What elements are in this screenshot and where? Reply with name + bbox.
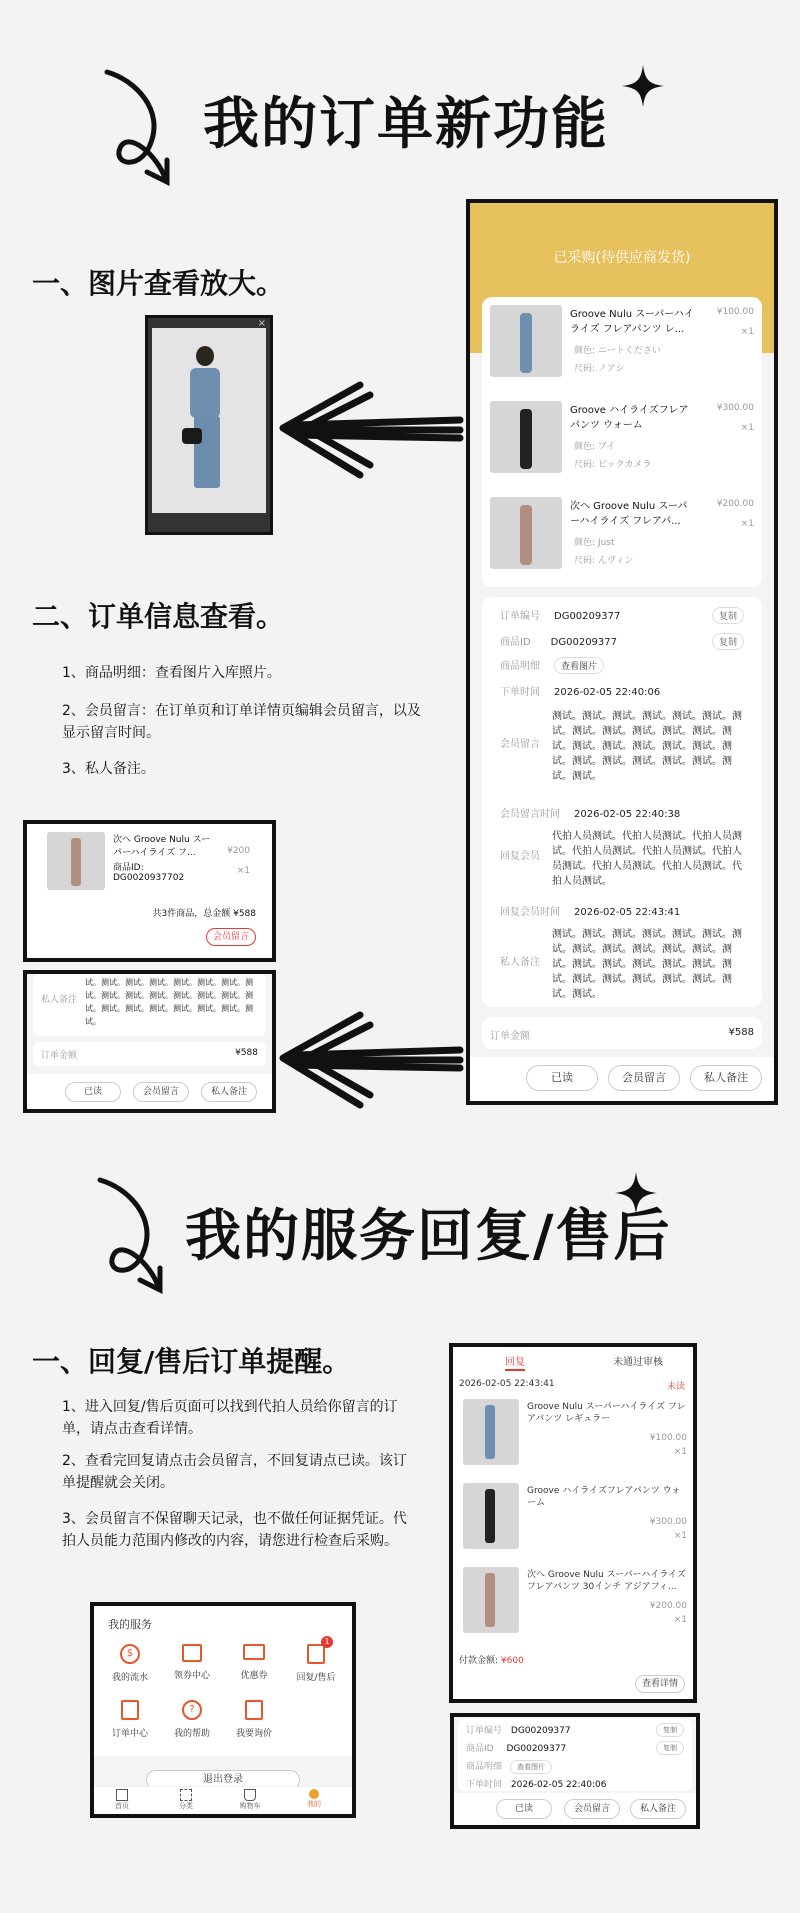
service-label: 我的流水 (111, 1673, 148, 1683)
private-note-button[interactable]: 私人备注 (630, 1799, 686, 1819)
close-icon[interactable]: × (257, 318, 266, 329)
item-id: DG00209377 (550, 637, 618, 648)
product-name: Groove ハイライズフレアパンツ ウォーム (527, 1486, 681, 1508)
reply-note-2: 2、查看完回复请点击会员留言，不回复请点已读。该订单提醒就会关闭。 (62, 1453, 407, 1491)
product-qty: ×1 (740, 519, 754, 529)
service-label: 优惠券 (240, 1671, 268, 1681)
product-name: Groove Nulu スーパーハイライズ フレアパンツ レ... (570, 309, 694, 335)
product-qty: ×1 (740, 327, 754, 337)
copy-button[interactable]: 复制 (712, 633, 744, 650)
private-note: 测试。测试。测试。测试。测试。测试。测试。测试。测试。测试。测试。测试。测试。测试。测试。测试。测试。测试。测试。测试。测试。测试。测试。测试。测试。测试。 (552, 929, 742, 1000)
product-color: 颜色: ブイ (574, 442, 616, 452)
product-id: DG0020937702 (113, 873, 185, 883)
curly-arrow-icon (88, 1168, 178, 1298)
reply-time: 2026-02-05 22:43:41 (459, 1379, 555, 1389)
reply-detail-snippet (450, 1713, 700, 1829)
order-icon (121, 1700, 139, 1720)
service-item[interactable] (224, 1700, 284, 1739)
product-item[interactable] (490, 497, 754, 577)
sparkle-icon (622, 65, 664, 107)
unread-status: 未读 (666, 1382, 685, 1392)
action-bar (470, 1057, 774, 1101)
badge: 1 (321, 1636, 333, 1648)
tab-reply[interactable]: 回复 (505, 1357, 525, 1368)
view-image-button[interactable]: 查看图片 (510, 1760, 552, 1774)
feature-note-1: 1、商品明细：查看图片入库照片。 (62, 665, 281, 681)
product-color: 颜色: Just (574, 538, 615, 548)
product-thumbnail[interactable] (490, 305, 562, 377)
service-label: 回复/售后 (296, 1673, 336, 1683)
reply-item[interactable] (463, 1567, 689, 1645)
section-title: 我的服务回复/售后 (185, 1204, 672, 1269)
order-no-label: 订单编号 (500, 611, 540, 622)
reply-note-1: 1、进入回复/售后页面可以找到代拍人员给你留言的订单，请点击查看详情。 (62, 1399, 398, 1437)
nav-cart[interactable]: 购物车 (230, 1789, 270, 1811)
product-size: 尺码: ノアシ (574, 364, 625, 374)
product-thumbnail[interactable] (463, 1567, 519, 1633)
product-price: ¥200.00 (649, 1601, 687, 1611)
view-image-button[interactable]: 查看图片 (554, 657, 604, 674)
feature-1-heading: 一、图片查看放大。 (32, 267, 285, 300)
service-item[interactable] (100, 1644, 160, 1683)
order-no: DG00209377 (510, 1726, 571, 1736)
service-item[interactable] (100, 1700, 160, 1739)
item-id-label: 商品ID (466, 1744, 494, 1754)
product-qty: ×1 (673, 1531, 687, 1541)
service-item[interactable] (162, 1644, 222, 1681)
curly-arrow-icon (95, 60, 185, 190)
private-note-label: 私人备注 (500, 957, 540, 968)
order-list-card (23, 820, 276, 962)
member-message: 测试。测试。测试。测试。测试。测试。测试。测试。测试。测试。测试。测试。测试。测试。测试。测试。测试。测试。测试。测试。测试。测试。测试。测试。测试。测试。 (552, 711, 742, 782)
product-item[interactable] (490, 305, 754, 385)
member-message-button[interactable]: 会员留言 (564, 1799, 620, 1819)
product-thumbnail[interactable] (490, 401, 562, 473)
product-id-label: 商品ID: (113, 863, 144, 873)
after-sale-icon (307, 1637, 330, 1664)
product-qty: ×1 (673, 1447, 687, 1457)
read-button[interactable]: 已读 (526, 1065, 598, 1091)
product-qty: ×1 (740, 423, 754, 433)
copy-button[interactable]: 复制 (656, 1741, 684, 1755)
image-viewer (145, 315, 273, 535)
read-button[interactable]: 已读 (65, 1082, 121, 1102)
nav-category[interactable]: 分类 (166, 1789, 206, 1811)
order-no: DG00209377 (554, 611, 621, 622)
product-price: ¥100.00 (649, 1433, 687, 1443)
product-name: 次へ Groove Nulu スーパーハイライズ フ... (113, 835, 211, 858)
reply-feature-heading: 一、回复/售后订单提醒。 (32, 1345, 351, 1378)
left-arrow-icon (275, 1010, 465, 1110)
product-qty: ×1 (673, 1615, 687, 1625)
product-item[interactable] (490, 401, 754, 481)
wallet-icon: $ (120, 1644, 140, 1664)
item-id: DG00209377 (506, 1744, 567, 1754)
detail-label: 商品明细 (500, 661, 540, 672)
order-time-label: 下单时间 (466, 1780, 503, 1790)
feature-note-2: 2、会员留言：在订单页和订单详情页编辑会员留言，以及显示留言时间。 (62, 703, 421, 741)
view-detail-button[interactable]: 查看详情 (635, 1675, 685, 1693)
inquiry-icon (245, 1700, 263, 1720)
feature-2-heading: 二、订单信息查看。 (32, 600, 285, 633)
product-price: ¥200.00 (716, 499, 754, 509)
home-icon (116, 1789, 128, 1801)
order-amount: ¥588 (728, 1027, 754, 1038)
reply-item[interactable] (463, 1483, 689, 1561)
user-icon (309, 1789, 319, 1799)
page-title: 我的订单新功能 (203, 92, 609, 157)
member-msg-time-label: 会员留言时间 (500, 809, 560, 820)
reply-message: 代拍人员测试。代拍人员测试。代拍人员测试。代拍人员测试。代拍人员测试。代拍人员测试。代拍人员测试。代拍人员测试。代拍人员测试。 (552, 831, 742, 887)
service-item[interactable] (286, 1637, 346, 1683)
service-label: 我要询价 (235, 1729, 272, 1739)
detail-label: 商品明细 (466, 1762, 503, 1772)
order-time: 2026-02-05 22:40:06 (510, 1780, 607, 1790)
member-msg-label: 会员留言 (500, 739, 540, 750)
product-list (482, 297, 762, 587)
product-thumbnail[interactable] (490, 497, 562, 569)
product-thumbnail[interactable] (463, 1483, 519, 1549)
product-price: ¥200 (227, 846, 250, 856)
order-amount: ¥588 (235, 1048, 258, 1058)
tab-rejected[interactable]: 未通过审核 (613, 1357, 663, 1368)
service-item[interactable] (224, 1644, 284, 1681)
feature-note-3: 3、私人备注。 (62, 761, 155, 777)
order-detail-snippet (23, 970, 276, 1113)
product-price: ¥300.00 (649, 1517, 687, 1527)
service-label: 订单中心 (111, 1729, 148, 1739)
grid-icon (180, 1789, 192, 1801)
amount-card (482, 1017, 762, 1049)
copy-button[interactable]: 复制 (656, 1723, 684, 1737)
product-thumbnail[interactable] (47, 832, 105, 890)
zoomed-photo[interactable] (152, 328, 266, 513)
product-price: ¥100.00 (716, 307, 754, 317)
order-summary: 共3件商品，总金额 ¥588 (152, 909, 256, 919)
nav-mine[interactable]: 我的 (294, 1789, 334, 1809)
order-status: 已采购(待供应商发货) (553, 250, 691, 266)
coupon-icon (243, 1644, 265, 1660)
order-no-label: 订单编号 (466, 1726, 503, 1736)
reply-time: 2026-02-05 22:43:41 (574, 907, 681, 918)
reply-time-label: 回复会员时间 (500, 907, 560, 918)
product-color: 颜色: ニートください (574, 346, 661, 356)
amount-label: 订单金额 (490, 1031, 530, 1042)
services-title: 我的服务 (108, 1618, 152, 1631)
private-note: 试。测试。测试。测试。测试。测试。测试。测试。测试。测试。测试。测试。测试。测试。测试。测试。测试。测试。测试。测试。测试。测试。 (85, 978, 253, 1026)
reply-label: 回复会员 (500, 851, 540, 862)
cart-icon (244, 1789, 256, 1801)
read-button[interactable]: 已读 (496, 1799, 552, 1819)
product-size: 尺码: ピックカメラ (574, 460, 652, 470)
product-size: 尺码: んヴィン (574, 556, 634, 566)
service-label: 领券中心 (173, 1671, 210, 1681)
private-note-label: 私人备注 (41, 995, 78, 1005)
private-note-button[interactable]: 私人备注 (690, 1065, 762, 1091)
product-thumbnail[interactable] (463, 1399, 519, 1465)
item-id-label: 商品ID (500, 637, 531, 648)
help-icon: ? (182, 1700, 202, 1720)
order-info-card (482, 597, 762, 1007)
my-services-screen (90, 1602, 356, 1818)
copy-button[interactable]: 复制 (712, 607, 744, 624)
order-detail-screen (466, 199, 778, 1105)
member-msg-time: 2026-02-05 22:40:38 (574, 809, 681, 820)
service-label: 我的帮助 (173, 1729, 210, 1739)
reply-note-3: 3、会员留言不保留聊天记录，也不做任何证据凭证。代拍人员能力范围内修改的内容，请您进行检查后采购。 (62, 1511, 407, 1549)
gift-icon (182, 1644, 202, 1662)
member-message-button[interactable]: 会员留言 (133, 1082, 189, 1102)
left-arrow-icon (275, 380, 465, 480)
reply-item[interactable] (463, 1399, 689, 1477)
bottom-nav (94, 1786, 352, 1815)
reply-list-screen (449, 1343, 697, 1703)
member-message-button[interactable]: 会员留言 (206, 928, 256, 946)
product-name: Groove Nulu スーパーハイライズ フレアパンツ レギュラー (527, 1402, 686, 1424)
amount-label: 订单金额 (41, 1051, 78, 1061)
order-time: 2026-02-05 22:40:06 (554, 687, 661, 698)
service-item[interactable] (162, 1700, 222, 1739)
logout-button[interactable]: 退出登录 (146, 1770, 300, 1790)
order-time-label: 下单时间 (500, 687, 540, 698)
member-message-button[interactable]: 会员留言 (608, 1065, 680, 1091)
product-qty: ×1 (236, 866, 250, 876)
pay-amount: 付款金额: ¥600 (459, 1656, 524, 1666)
product-name: Groove ハイライズフレアパンツ ウォーム (570, 405, 689, 431)
nav-home[interactable]: 首页 (102, 1789, 142, 1811)
product-name: 次へ Groove Nulu スーパーハイライズ フレアパンツ 30インチ アジアフィ... (527, 1570, 686, 1592)
product-name: 次へ Groove Nulu スーパーハイライズ フレアパ... (570, 501, 688, 527)
product-price: ¥300.00 (716, 403, 754, 413)
private-note-button[interactable]: 私人备注 (201, 1082, 257, 1102)
